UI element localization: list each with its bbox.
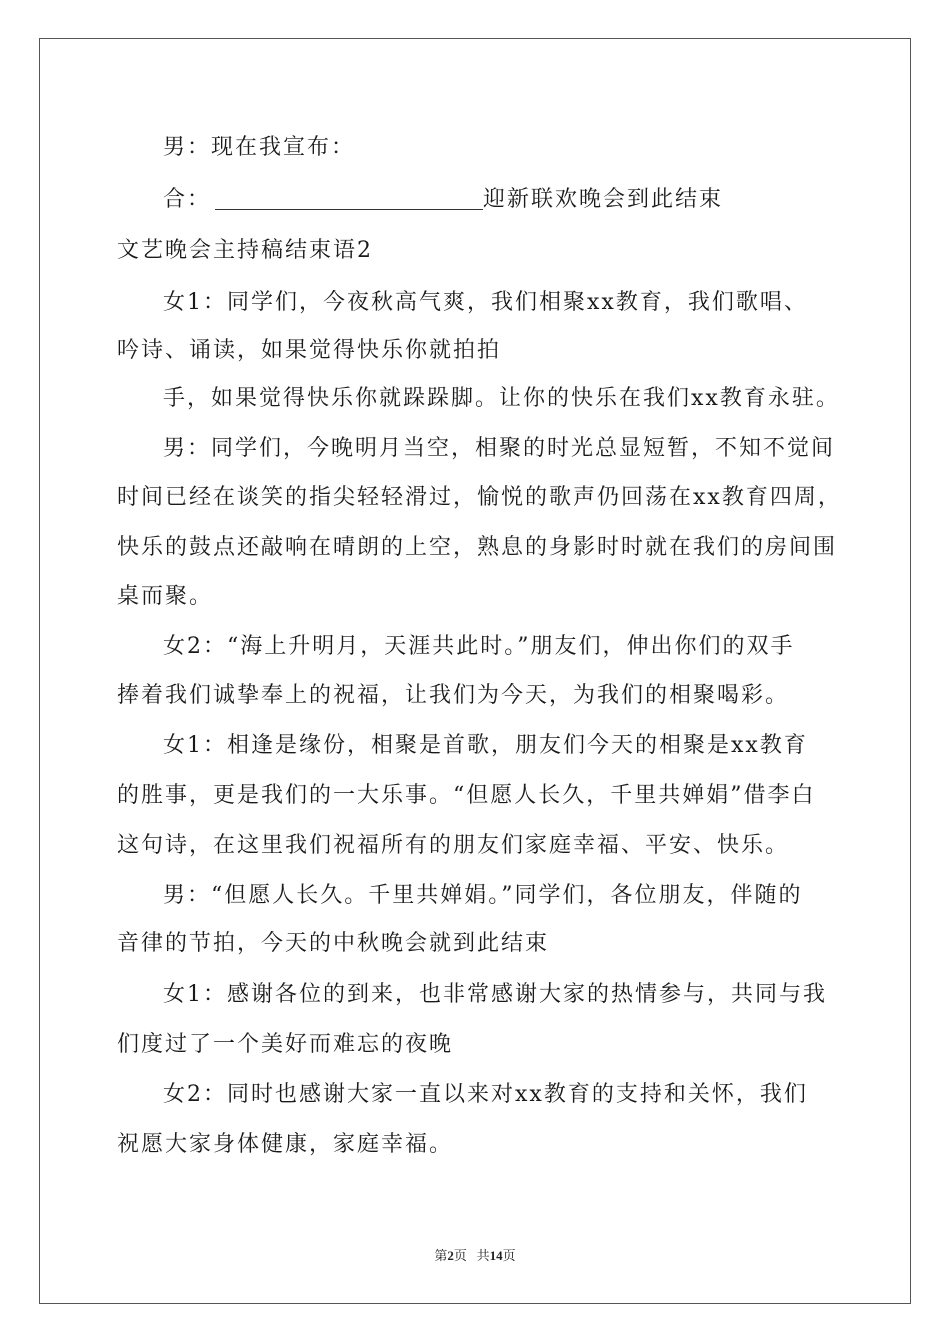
closing-text: 迎新联欢晚会到此结束 [483, 187, 724, 212]
text-line: 女2：同时也感谢大家一直以来对xx教育的支持和关怀，我们 [163, 1082, 808, 1107]
page-border [39, 38, 911, 1304]
text-line: 捧着我们诚挚奉上的祝福，让我们为今天，为我们的相聚喝彩。 [117, 683, 790, 708]
section-heading: 文艺晚会主持稿结束语2 [117, 238, 373, 263]
text-line: 男：“但愿人长久。千里共婵娟。”同学们，各位朋友，伴随的 [163, 883, 803, 908]
fill-blank [215, 187, 483, 210]
text-line: 祝愿大家身体健康，家庭幸福。 [117, 1132, 454, 1157]
text-line: 们度过了一个美好而难忘的夜晚 [117, 1032, 454, 1057]
total-pages: 14 [489, 1248, 503, 1263]
text-line: 音律的节拍，今天的中秋晚会就到此结束 [117, 931, 550, 956]
text-line: 的胜事，更是我们的一大乐事。“但愿人长久，千里共婵娟”借李白 [117, 783, 816, 808]
speaker-label: 合： [163, 187, 212, 212]
text-line: 女1：相逢是缘份，相聚是首歌，朋友们今天的相聚是xx教育 [163, 733, 808, 758]
page-footer [0, 1245, 950, 1264]
page-suffix: 页 [453, 1248, 467, 1263]
total-suffix: 页 [502, 1248, 516, 1263]
text-line: 手，如果觉得快乐你就跺跺脚。让你的快乐在我们xx教育永驻。 [163, 386, 840, 411]
text-line: 男：现在我宣布： [163, 135, 356, 160]
text-line: 男：同学们，今晚明月当空，相聚的时光总显短暂，不知不觉间 [163, 436, 836, 461]
text-line: 女1：同学们，今夜秋高气爽，我们相聚xx教育，我们歌唱、 [163, 290, 808, 315]
total-prefix: 共 [476, 1248, 490, 1263]
text-line: 吟诗、诵读，如果觉得快乐你就拍拍 [117, 338, 502, 363]
text-line: 女1：感谢各位的到来，也非常感谢大家的热情参与，共同与我 [163, 982, 827, 1007]
text-line-blank [163, 185, 723, 215]
text-line: 女2：“海上升明月，天涯共此时。”朋友们，伸出你们的双手 [163, 634, 795, 659]
text-line: 快乐的鼓点还敲响在晴朗的上空，熟息的身影时时就在我们的房间围 [117, 535, 838, 560]
page-prefix: 第 [434, 1248, 448, 1263]
page-number: 2 [447, 1248, 454, 1263]
text-line: 桌而聚。 [117, 584, 214, 609]
text-line: 时间已经在谈笑的指尖轻轻滑过，愉悦的歌声仍回荡在xx教育四周， [117, 485, 842, 510]
text-line: 这句诗，在这里我们祝福所有的朋友们家庭幸福、平安、快乐。 [117, 833, 790, 858]
